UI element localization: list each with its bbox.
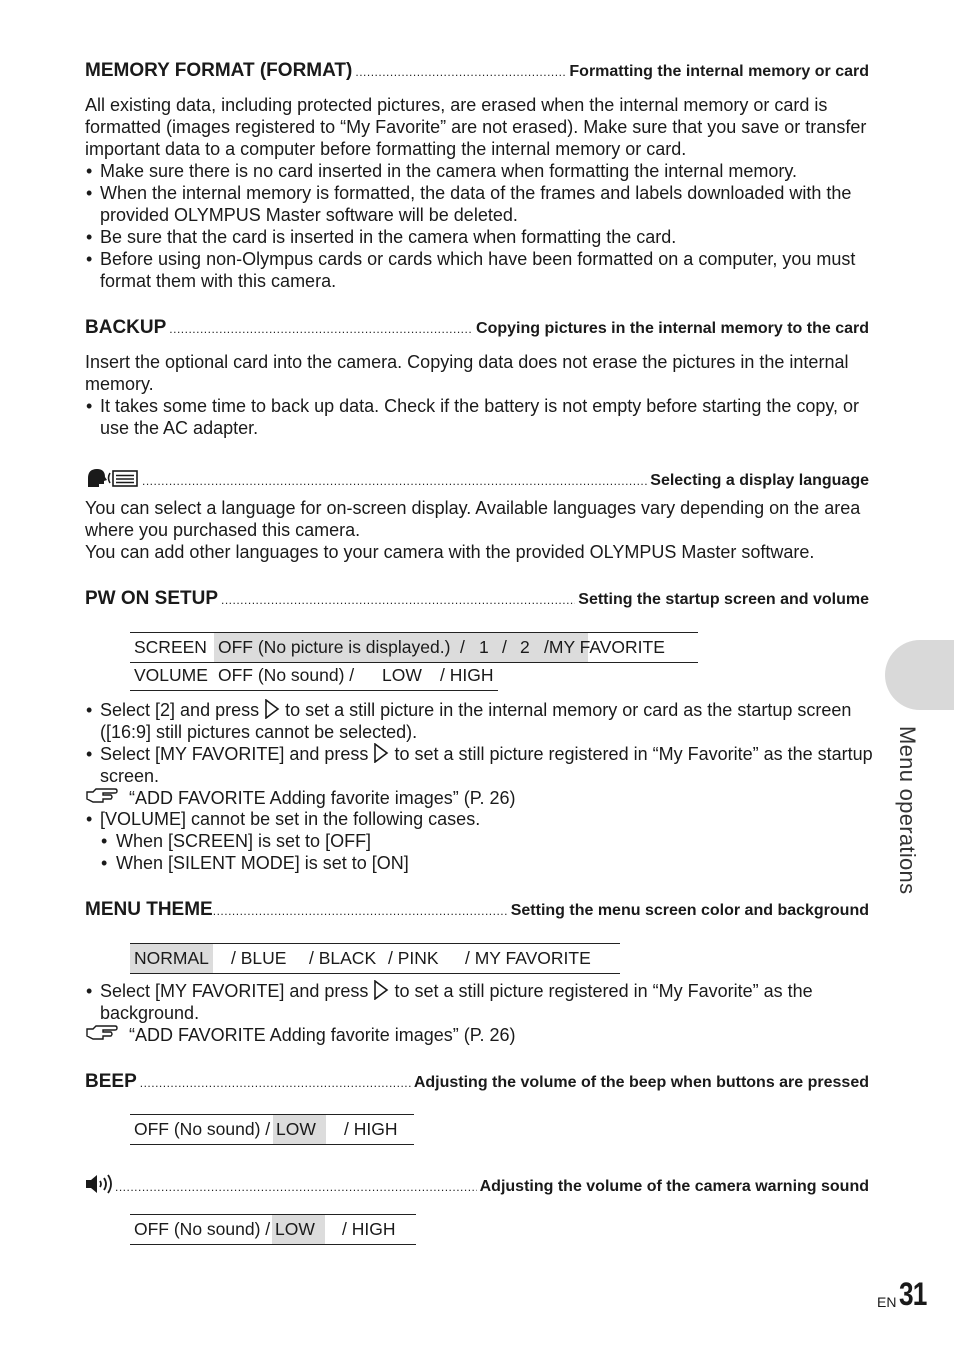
language-subtitle: Selecting a display language [650, 472, 869, 489]
format-bullet-1: • Make sure there is no card inserted in the camera when formatting the internal memory. [85, 160, 875, 182]
format-bullet-2: • When the internal memory is formatted, the data of the frames and labels downloaded with the provided OLYMPUS Master software will be deleted. [85, 182, 875, 226]
theme-opt-normal: NORMAL [134, 948, 209, 968]
page-number: 31 [899, 1276, 927, 1312]
format-subtitle: Formatting the internal memory or card [569, 63, 869, 80]
beep-heading [85, 1071, 869, 1097]
pointing-hand-icon [85, 787, 129, 809]
backup-heading [85, 317, 869, 343]
right-arrow-icon [373, 980, 389, 1000]
speaker-icon [85, 1174, 115, 1194]
beep-subtitle: Adjusting the volume of the beep when buttons are pressed [413, 1074, 869, 1091]
backup-bullet-1: • It takes some time to back up data. Check if the battery is not empty before starting the copy, or use the AC adapter. [85, 395, 875, 439]
theme-opt-favorite: / MY FAVORITE [465, 948, 591, 968]
warning-opt-high: / HIGH [342, 1219, 396, 1239]
pwon-heading [85, 588, 869, 614]
format-heading [85, 60, 869, 86]
theme-bullet-1: • Select [MY FAVORITE] and press to set a still picture registered in “My Favorite” as the background. [85, 980, 875, 1024]
volume-opt-off: OFF (No sound) / [218, 665, 355, 685]
screen-opt-2: 2 [520, 637, 530, 657]
language-body-1: You can select a language for on-screen display. Available languages vary depending on the area where you purchased this camera. [85, 498, 861, 540]
screen-label: SCREEN [134, 637, 207, 657]
theme-reference: “ADD FAVORITE Adding favorite images” (P. 26) [85, 1024, 515, 1046]
theme-subtitle: Setting the menu screen color and background [510, 902, 869, 919]
pwon-reference: “ADD FAVORITE Adding favorite images” (P. 26) [85, 787, 515, 809]
volume-opt-low: LOW [382, 665, 422, 685]
pwon-subbullet-1: • When [SCREEN] is set to [OFF] [100, 830, 870, 852]
pwon-title: PW ON SETUP [85, 588, 219, 609]
format-title: MEMORY FORMAT (FORMAT) [85, 60, 353, 81]
beep-options-row [130, 1114, 414, 1145]
theme-heading [85, 899, 869, 925]
footer-lang: EN [877, 1294, 897, 1310]
pwon-screen-row: SCREEN OFF (No picture is displayed.) / 1 / 2 /MY FAVORITE [130, 632, 698, 663]
backup-body: Insert the optional card into the camera. Copying data does not erase the pictures in the internal memory. [85, 352, 849, 394]
warning-subtitle: Adjusting the volume of the camera warning sound [479, 1178, 869, 1195]
language-heading [85, 463, 869, 489]
screen-opt-off: OFF (No picture is displayed.) [218, 637, 451, 657]
side-tab-label: Menu operations [895, 726, 920, 895]
right-arrow-icon [373, 743, 389, 763]
theme-title: MENU THEME [85, 899, 213, 920]
warning-opt-off: OFF (No sound) / [134, 1219, 271, 1239]
warning-heading [85, 1171, 869, 1197]
warning-opt-low: LOW [275, 1219, 315, 1239]
pwon-bullet-3: • [VOLUME] cannot be set in the following cases. [85, 808, 875, 830]
screen-opt-1: 1 [479, 637, 489, 657]
screen-opt-favorite: /MY FAVORITE [544, 637, 665, 657]
language-icon [85, 467, 139, 489]
language-body-2: You can add other languages to your camera with the provided OLYMPUS Master software. [85, 542, 815, 562]
pwon-subbullet-2: • When [SILENT MODE] is set to [ON] [100, 852, 870, 874]
theme-opt-pink: / PINK [388, 948, 439, 968]
theme-opt-black: / BLACK [309, 948, 377, 968]
backup-title: BACKUP [85, 317, 167, 338]
beep-opt-off: OFF (No sound) / [134, 1119, 271, 1139]
format-bullet-4: • Before using non-Olympus cards or cards which have been formatted on a computer, you must format them with this camera. [85, 248, 875, 292]
beep-title: BEEP [85, 1071, 137, 1092]
beep-opt-high: / HIGH [344, 1119, 398, 1139]
beep-opt-low: LOW [276, 1119, 316, 1139]
format-body: All existing data, including protected pictures, are erased when the internal memory or card is formatted (images registered to “My Favorite” are not erased). Make sure that you save or transfer important data to a computer before formatting the internal memory or card. [85, 95, 867, 159]
right-arrow-icon [264, 699, 280, 719]
format-bullet-3: • Be sure that the card is inserted in the camera when formatting the card. [85, 226, 875, 248]
side-tab [885, 640, 954, 710]
pwon-subtitle: Setting the startup screen and volume [578, 591, 869, 608]
theme-opt-blue: / BLUE [231, 948, 287, 968]
pwon-bullet-1: • Select [2] and press to set a still picture in the internal memory or card as the startup screen ([16:9] still pictures cannot be selected). [85, 699, 875, 743]
volume-opt-high: / HIGH [440, 665, 494, 685]
pointing-hand-icon [85, 1024, 129, 1046]
backup-subtitle: Copying pictures in the internal memory to the card [476, 320, 869, 337]
theme-options-row [130, 943, 620, 974]
pwon-bullet-2: • Select [MY FAVORITE] and press to set a still picture registered in “My Favorite” as the startup screen. [85, 743, 875, 787]
volume-label: VOLUME [134, 665, 208, 685]
warning-options-row [130, 1214, 416, 1245]
pwon-volume-row [130, 661, 498, 691]
